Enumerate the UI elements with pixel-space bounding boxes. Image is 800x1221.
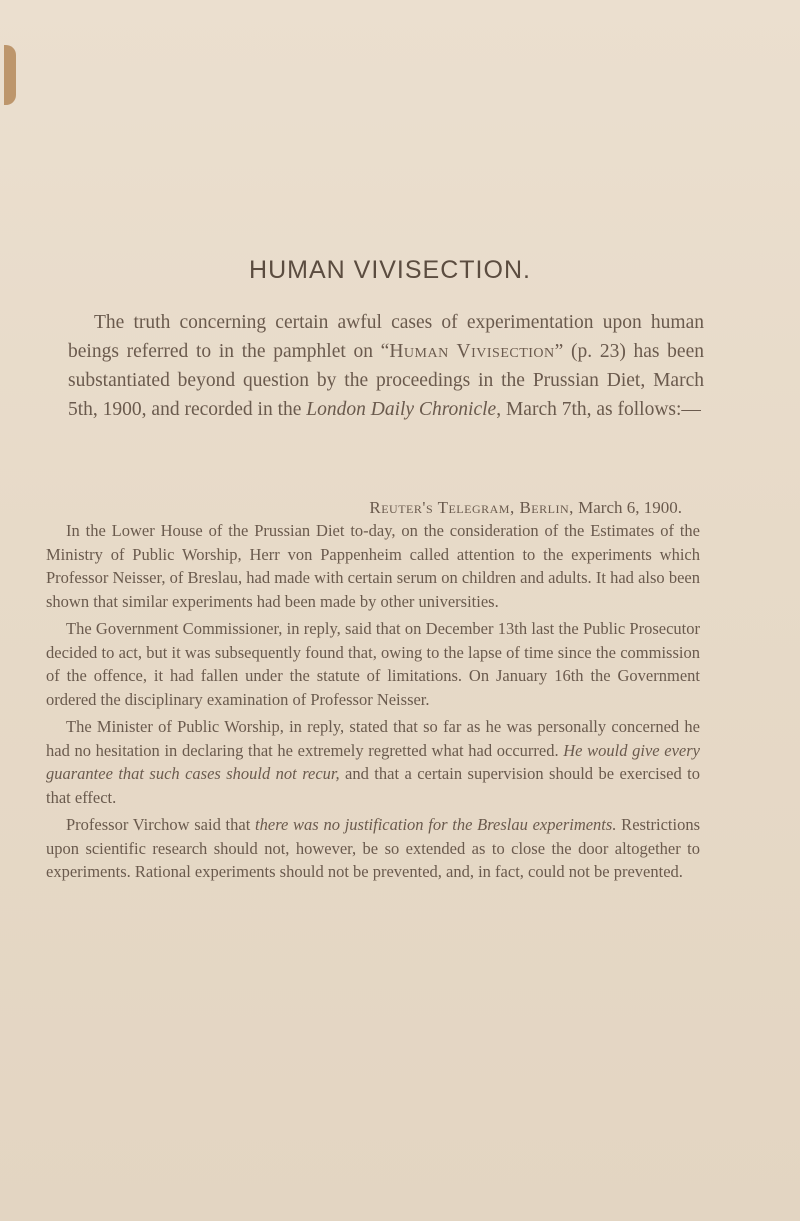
minister-italic: He would give every guarantee that such cases should not recur, bbox=[46, 740, 701, 783]
page-title: HUMAN VIVISECTION. bbox=[249, 256, 531, 284]
virchow-text-b: Restrictions upon scientific research should not, however, be so extended as to close the door altogether to experiments. Rational experiments should not be prevented, and, in fact, could not be prevented. bbox=[46, 815, 701, 881]
dateline-source: Reuter's Telegram, Berlin, bbox=[369, 498, 574, 517]
paragraph-commissioner-reply: The Government Commissioner, in reply, said that on December 13th last the Public Prosecutor decided to act, but it was subsequently found that, owing to the lapse of time since the commission of the offence, it had fallen under the statute of limitations. On January 16th the Government ordered the disciplinary examination of Professor Neisser. bbox=[46, 619, 700, 709]
minister-text-b: and that a certain supervision should be exercised to that effect. bbox=[46, 764, 700, 807]
pamphlet-name: Human Vivisection bbox=[389, 341, 555, 362]
page-edge-tab bbox=[4, 45, 16, 105]
dateline-date: March 6, 1900. bbox=[573, 498, 682, 517]
intro-text-a: The truth concerning certain awful cases of experimentation upon human beings referred to in the pamphlet on “ bbox=[68, 312, 704, 362]
intro-paragraph bbox=[68, 308, 704, 424]
paragraph-virchow bbox=[46, 813, 700, 884]
newspaper-name: London Daily Chronicle bbox=[306, 399, 497, 420]
virchow-text-a: Professor Virchow said that bbox=[66, 815, 256, 834]
dateline bbox=[50, 498, 682, 518]
intro-text-b: ” (p. 23) has been substantiated beyond question by the proceedings in the Prussian Diet, March 5th, 1900, and recorded in the bbox=[68, 341, 704, 420]
intro-text-c: , March 7th, as follows:— bbox=[496, 399, 701, 420]
minister-text-a: The Minister of Public Worship, in reply, stated that so far as he was personally concerned he had no hesitation in declaring that he extremely regretted what had occurred. bbox=[46, 717, 700, 760]
paragraph-minister-reply bbox=[46, 715, 700, 809]
telegram-body bbox=[46, 519, 700, 888]
paragraph-diet-debate: In the Lower House of the Prussian Diet to-day, on the consideration of the Estimates of the Ministry of Public Worship, Herr von Pappenheim called attention to the experiments which Professor Neisser, of Breslau, had made with certain serum on children and adults. It had also been shown that similar experiments had been made by other universities. bbox=[46, 521, 700, 611]
virchow-italic: there was no justification for the Breslau experiments. bbox=[255, 815, 617, 834]
